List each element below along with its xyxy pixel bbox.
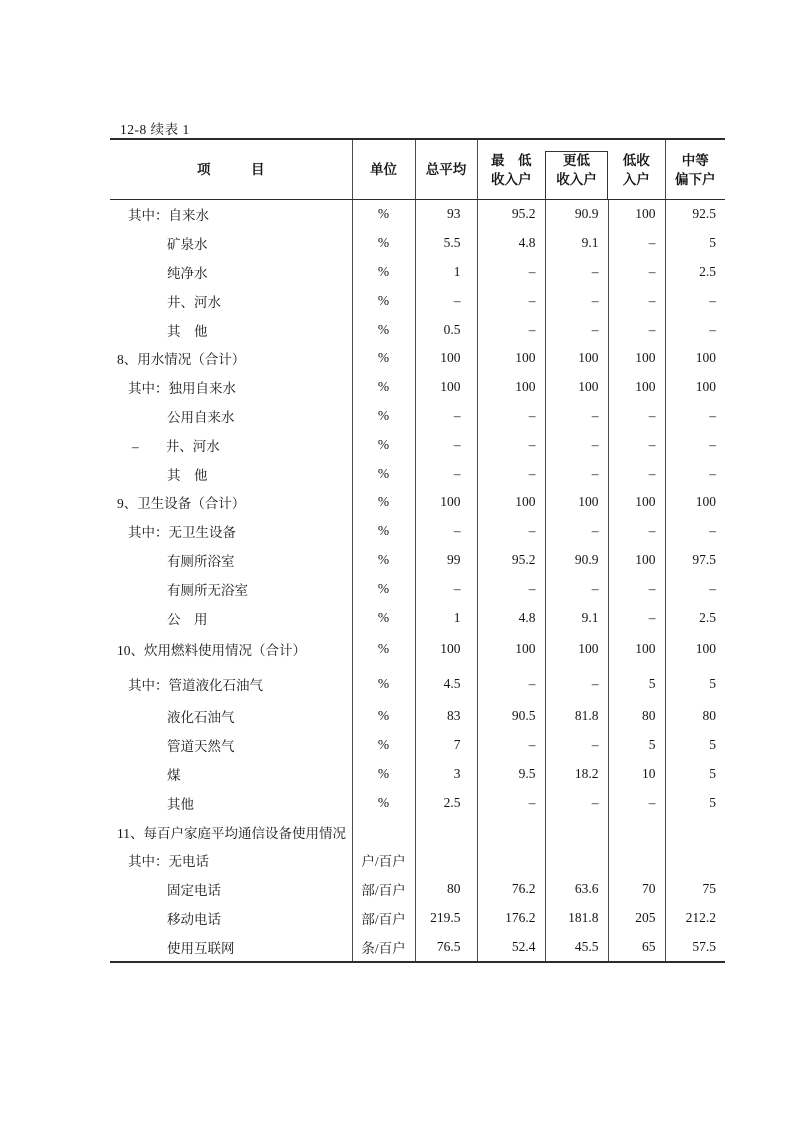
header-total-average: 总平均 <box>415 139 477 200</box>
row-value: 65 <box>608 932 665 962</box>
row-value: – <box>545 517 608 546</box>
header-lowest-income-line1: 最 低 <box>491 152 532 168</box>
row-unit: % <box>352 402 415 431</box>
row-value: 76.2 <box>477 875 545 904</box>
row-value: – <box>608 315 665 344</box>
row-item: 其中：管道液化石油气 <box>128 678 263 694</box>
row-value: 9.1 <box>545 229 608 258</box>
row-value: 90.9 <box>545 200 608 229</box>
row-unit: % <box>352 229 415 258</box>
row-value: 181.8 <box>545 904 608 933</box>
table-row <box>110 904 725 933</box>
table-row <box>110 315 725 344</box>
table-row <box>110 875 725 904</box>
row-item: 9、卫生设备（合计） <box>117 496 246 512</box>
row-value: – <box>415 402 477 431</box>
row-value: 5 <box>665 760 725 789</box>
row-value: 100 <box>545 373 608 402</box>
table-caption: 12-8 续表 1 <box>120 122 190 137</box>
row-value: 83 <box>415 702 477 731</box>
table-row <box>110 788 725 817</box>
row-value: 4.8 <box>477 603 545 632</box>
row-value: 95.2 <box>477 200 545 229</box>
row-value: 100 <box>415 373 477 402</box>
row-value: 5 <box>665 788 725 817</box>
table-row <box>110 603 725 632</box>
row-unit: % <box>352 667 415 702</box>
row-value: 5 <box>608 731 665 760</box>
row-value: 81.8 <box>545 702 608 731</box>
row-unit: % <box>352 430 415 459</box>
row-value: 1 <box>415 603 477 632</box>
row-value: 100 <box>665 632 725 667</box>
row-item: 使用互联网 <box>167 940 235 956</box>
row-value: 219.5 <box>415 904 477 933</box>
row-value: – <box>608 286 665 315</box>
row-item: – 井、河水 <box>132 438 220 454</box>
header-lower-income-line1: 更低 <box>563 152 590 168</box>
row-value: 100 <box>665 373 725 402</box>
row-value: – <box>477 517 545 546</box>
row-value: 4.5 <box>415 667 477 702</box>
table-row <box>110 373 725 402</box>
table-row <box>110 229 725 258</box>
row-value: – <box>545 788 608 817</box>
row-value: – <box>477 788 545 817</box>
row-item: 其中：自来水 <box>128 208 209 224</box>
row-value: – <box>608 788 665 817</box>
row-item: 有厕所浴室 <box>167 553 235 569</box>
row-value: 100 <box>477 344 545 373</box>
header-row <box>110 139 725 200</box>
row-value: 100 <box>477 373 545 402</box>
header-lowest-income-line2: 收入户 <box>491 171 532 187</box>
row-value <box>665 846 725 875</box>
row-value: – <box>545 430 608 459</box>
row-value: 100 <box>608 344 665 373</box>
row-value: – <box>665 517 725 546</box>
row-value: 80 <box>415 875 477 904</box>
table-row <box>110 932 725 962</box>
row-item: 其中：独用自来水 <box>128 381 236 397</box>
row-value <box>415 846 477 875</box>
row-value: 100 <box>477 488 545 517</box>
row-value: 3 <box>415 760 477 789</box>
row-value: – <box>477 315 545 344</box>
row-value: 5 <box>665 229 725 258</box>
row-value: – <box>415 430 477 459</box>
header-low-income <box>608 139 665 200</box>
row-value: – <box>545 315 608 344</box>
row-item: 11、每百户家庭平均通信设备使用情况 <box>117 825 346 841</box>
row-value: – <box>545 574 608 603</box>
row-value: 45.5 <box>545 932 608 962</box>
table-row <box>110 488 725 517</box>
row-value: 100 <box>545 632 608 667</box>
row-item: 液化石油气 <box>167 710 235 726</box>
header-lower-income-line2: 收入户 <box>556 171 597 187</box>
row-value: – <box>477 667 545 702</box>
row-value: 9.1 <box>545 603 608 632</box>
row-value: 70 <box>608 875 665 904</box>
row-value: 9.5 <box>477 760 545 789</box>
table-row <box>110 574 725 603</box>
row-value: – <box>545 402 608 431</box>
row-value: 80 <box>608 702 665 731</box>
row-value: 7 <box>415 731 477 760</box>
row-value: – <box>415 459 477 488</box>
table-row <box>110 817 725 846</box>
header-unit: 单位 <box>352 139 415 200</box>
row-value: 100 <box>477 632 545 667</box>
row-value <box>608 846 665 875</box>
row-value: – <box>608 430 665 459</box>
row-value: – <box>545 258 608 287</box>
row-item: 煤 <box>167 767 181 783</box>
row-unit: % <box>352 574 415 603</box>
row-value: 100 <box>415 632 477 667</box>
row-unit: % <box>352 632 415 667</box>
row-value: 100 <box>608 632 665 667</box>
row-value: 97.5 <box>665 546 725 575</box>
row-unit: 部/百户 <box>352 904 415 933</box>
row-value: 5 <box>665 667 725 702</box>
row-value: 212.2 <box>665 904 725 933</box>
row-value: – <box>477 258 545 287</box>
row-value: – <box>665 286 725 315</box>
row-value: – <box>545 286 608 315</box>
row-item: 公用自来水 <box>167 409 235 425</box>
row-value: 90.9 <box>545 546 608 575</box>
row-value: 76.5 <box>415 932 477 962</box>
row-item: 移动电话 <box>167 911 221 927</box>
row-unit: 条/百户 <box>352 932 415 962</box>
row-value: 95.2 <box>477 546 545 575</box>
header-lowest-income <box>477 139 545 200</box>
row-value: 100 <box>665 344 725 373</box>
table-body <box>110 200 725 963</box>
row-unit: % <box>352 488 415 517</box>
table-row <box>110 546 725 575</box>
row-value: 100 <box>415 344 477 373</box>
row-value: 63.6 <box>545 875 608 904</box>
row-value: – <box>477 459 545 488</box>
row-value: 80 <box>665 702 725 731</box>
row-value: 18.2 <box>545 760 608 789</box>
row-value: – <box>477 731 545 760</box>
row-value: 99 <box>415 546 477 575</box>
table-row <box>110 731 725 760</box>
row-item: 矿泉水 <box>167 237 208 253</box>
header-item: 项 目 <box>110 139 352 200</box>
table-row <box>110 402 725 431</box>
row-value: 100 <box>608 373 665 402</box>
row-value: 100 <box>608 200 665 229</box>
row-value: 2.5 <box>415 788 477 817</box>
row-value: – <box>415 517 477 546</box>
row-item: 10、炊用燃料使用情况（合计） <box>117 643 306 659</box>
row-value: 52.4 <box>477 932 545 962</box>
row-unit <box>352 817 415 846</box>
row-value <box>545 817 608 846</box>
row-value: 205 <box>608 904 665 933</box>
row-item: 其中：无卫生设备 <box>128 525 236 541</box>
row-value <box>545 846 608 875</box>
row-unit: % <box>352 344 415 373</box>
row-unit: % <box>352 315 415 344</box>
row-value: – <box>608 402 665 431</box>
table-row <box>110 846 725 875</box>
row-unit: % <box>352 373 415 402</box>
header-low-income-line1: 低收 <box>622 152 650 168</box>
statistics-table <box>110 138 725 963</box>
row-item: 其 他 <box>167 323 208 339</box>
row-value: – <box>665 430 725 459</box>
row-value <box>665 817 725 846</box>
row-unit: % <box>352 286 415 315</box>
row-value: – <box>477 430 545 459</box>
row-value: 92.5 <box>665 200 725 229</box>
row-value: – <box>477 574 545 603</box>
row-value: 5 <box>665 731 725 760</box>
row-item: 其他 <box>167 796 194 812</box>
table-row <box>110 286 725 315</box>
row-item: 有厕所无浴室 <box>167 582 248 598</box>
table-row <box>110 344 725 373</box>
row-value <box>415 817 477 846</box>
row-unit: % <box>352 258 415 287</box>
row-value: – <box>665 459 725 488</box>
row-value: 90.5 <box>477 702 545 731</box>
row-unit: % <box>352 702 415 731</box>
row-value: – <box>477 402 545 431</box>
row-value <box>608 817 665 846</box>
table-row <box>110 430 725 459</box>
row-value: – <box>415 286 477 315</box>
row-value: – <box>608 258 665 287</box>
header-lower-income <box>545 139 608 200</box>
row-value: 100 <box>665 488 725 517</box>
row-item: 井、河水 <box>167 294 221 310</box>
table-row <box>110 459 725 488</box>
row-value: 5 <box>608 667 665 702</box>
row-value: 75 <box>665 875 725 904</box>
row-value: – <box>545 731 608 760</box>
row-unit: % <box>352 603 415 632</box>
row-value: – <box>477 286 545 315</box>
row-value: 176.2 <box>477 904 545 933</box>
row-item: 其中：无电话 <box>128 854 209 870</box>
header-lower-middle-line2: 偏下户 <box>675 171 716 187</box>
row-value <box>477 817 545 846</box>
row-value: 100 <box>545 488 608 517</box>
row-item: 8、用水情况（合计） <box>117 352 246 368</box>
row-value: 100 <box>608 488 665 517</box>
row-unit: % <box>352 459 415 488</box>
row-item: 管道天然气 <box>167 739 235 755</box>
row-unit: % <box>352 517 415 546</box>
header-lower-middle <box>665 139 725 200</box>
row-unit: 户/百户 <box>352 846 415 875</box>
header-low-income-line2: 入户 <box>622 171 650 187</box>
row-value: – <box>415 574 477 603</box>
row-value: 10 <box>608 760 665 789</box>
table-row <box>110 760 725 789</box>
table-row <box>110 258 725 287</box>
row-value: 93 <box>415 200 477 229</box>
row-value: 2.5 <box>665 258 725 287</box>
header-lower-middle-line1: 中等 <box>681 152 709 168</box>
row-value <box>477 846 545 875</box>
row-unit: % <box>352 200 415 229</box>
row-value: – <box>608 574 665 603</box>
row-value: 4.8 <box>477 229 545 258</box>
table-row <box>110 702 725 731</box>
row-value: – <box>608 517 665 546</box>
row-value: – <box>665 402 725 431</box>
table-row <box>110 667 725 702</box>
row-item: 公 用 <box>167 611 208 627</box>
row-value: – <box>545 667 608 702</box>
row-item: 固定电话 <box>167 883 221 899</box>
row-value: – <box>545 459 608 488</box>
table-row <box>110 517 725 546</box>
row-value: 57.5 <box>665 932 725 962</box>
row-item: 其 他 <box>167 467 208 483</box>
table-row <box>110 632 725 667</box>
row-value: 100 <box>415 488 477 517</box>
row-value: 100 <box>608 546 665 575</box>
table-row <box>110 200 725 229</box>
row-value: – <box>608 459 665 488</box>
row-unit: 部/百户 <box>352 875 415 904</box>
row-value: 100 <box>545 344 608 373</box>
row-value: 5.5 <box>415 229 477 258</box>
row-unit: % <box>352 788 415 817</box>
row-unit: % <box>352 731 415 760</box>
row-value: 0.5 <box>415 315 477 344</box>
row-value: – <box>665 315 725 344</box>
row-unit: % <box>352 760 415 789</box>
row-value: – <box>608 603 665 632</box>
row-value: 1 <box>415 258 477 287</box>
row-unit: % <box>352 546 415 575</box>
row-item: 纯净水 <box>167 265 208 281</box>
row-value: 2.5 <box>665 603 725 632</box>
row-value: – <box>665 574 725 603</box>
row-value: – <box>608 229 665 258</box>
